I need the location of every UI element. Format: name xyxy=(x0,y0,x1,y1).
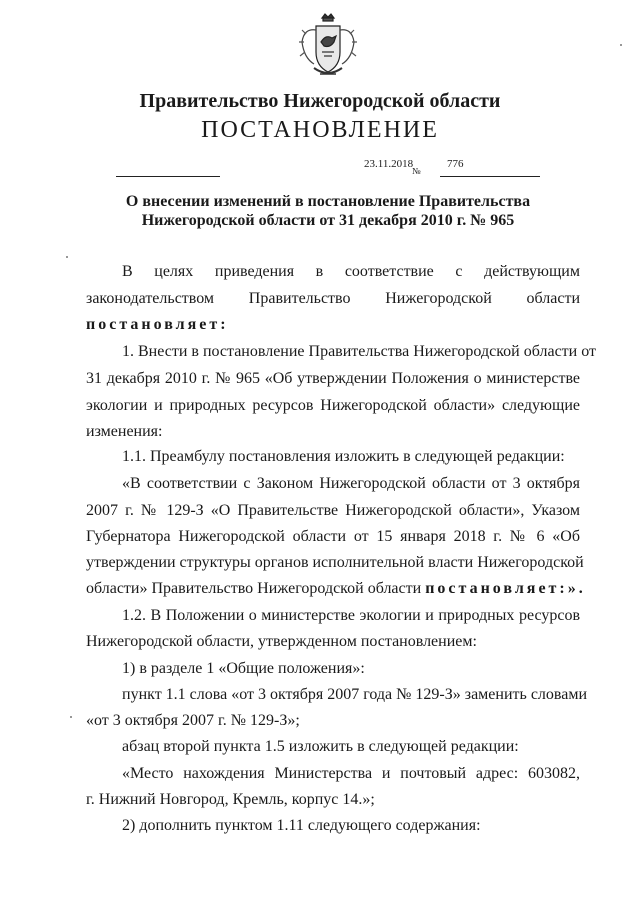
document-date: 23.11.2018 xyxy=(364,158,414,170)
body-line-with-decision xyxy=(86,579,586,599)
body-line: абзац второй пункта 1.5 изложить в следующей редакции: xyxy=(122,738,519,755)
body-line: 2) дополнить пунктом 1.11 следующего содержания: xyxy=(122,817,481,834)
body-line: 1. Внести в постановление Правительства Нижегородской области от xyxy=(122,343,596,360)
body-line: 2007 г. № 129-З «О Правительстве Нижегородской области», Указом xyxy=(86,502,580,519)
body-line: 1.1. Преамбулу постановления изложить в следующей редакции: xyxy=(122,448,565,465)
preamble-word: целях xyxy=(154,263,194,280)
preamble-word: действующим xyxy=(484,263,580,280)
preamble-word: области xyxy=(526,290,580,307)
number-underline xyxy=(440,176,540,177)
body-line: Нижегородской области, утвержденном постановлением: xyxy=(86,633,477,650)
preamble-line-1 xyxy=(122,262,580,282)
preamble-word: с xyxy=(455,263,463,280)
preamble-word: законодательством xyxy=(86,290,215,307)
preamble-word: В xyxy=(122,263,133,280)
document-number: 776 xyxy=(447,158,464,170)
decision-word-quoted: постановляет:». xyxy=(425,580,586,597)
body-line: изменения: xyxy=(86,423,163,440)
scan-speck xyxy=(70,716,72,718)
document-heading xyxy=(0,192,640,230)
body-line: экологии и природных ресурсов Нижегородской области» следующие xyxy=(86,397,580,414)
preamble-word: в xyxy=(315,263,324,280)
body-line: Губернатора Нижегородской области от 15 января 2018 г. № 6 «Об xyxy=(86,528,580,545)
coat-of-arms-emblem xyxy=(296,12,360,82)
heading-line-1: О внесении изменений в постановление Правительства xyxy=(125,193,531,210)
document-type: ПОСТАНОВЛЕНИЕ xyxy=(201,117,439,143)
body-line: 1.2. В Положении о министерстве экологии и природных ресурсов xyxy=(122,607,580,624)
body-line: «В соответствии с Законом Нижегородской области от 3 октября xyxy=(122,475,580,492)
scan-speck xyxy=(66,256,68,258)
scan-speck xyxy=(620,44,622,46)
date-underline-left xyxy=(116,176,220,177)
body-line: 31 декабря 2010 г. № 965 «Об утверждении Положения о министерстве xyxy=(86,370,580,387)
body-line: утверждении структуры органов исполнительной власти Нижегородской xyxy=(86,554,584,571)
body-line: «от 3 октября 2007 г. № 129-З»; xyxy=(86,712,300,729)
body-line: области» Правительство Нижегородской области xyxy=(86,580,422,597)
preamble-word: соответствие xyxy=(344,263,434,280)
preamble-word: Нижегородской xyxy=(385,290,492,307)
preamble-word: приведения xyxy=(214,263,295,280)
decision-word: постановляет: xyxy=(86,316,229,333)
body-line: пункт 1.1 слова «от 3 октября 2007 года № 129-З» заменить словами xyxy=(122,686,588,703)
number-label: № xyxy=(412,166,421,176)
body-line: г. Нижний Новгород, Кремль, корпус 14.»; xyxy=(86,791,375,808)
heading-line-2: Нижегородской области от 31 декабря 2010 г. № 965 xyxy=(141,212,515,229)
preamble-word: Правительство xyxy=(248,290,351,307)
body-line: «Место нахождения Министерства и почтовый адрес: 603082, xyxy=(122,765,580,782)
preamble-line-2 xyxy=(86,289,580,309)
body-line: 1) в разделе 1 «Общие положения»: xyxy=(122,660,365,677)
organization-name: Правительство Нижегородской области xyxy=(139,90,501,112)
